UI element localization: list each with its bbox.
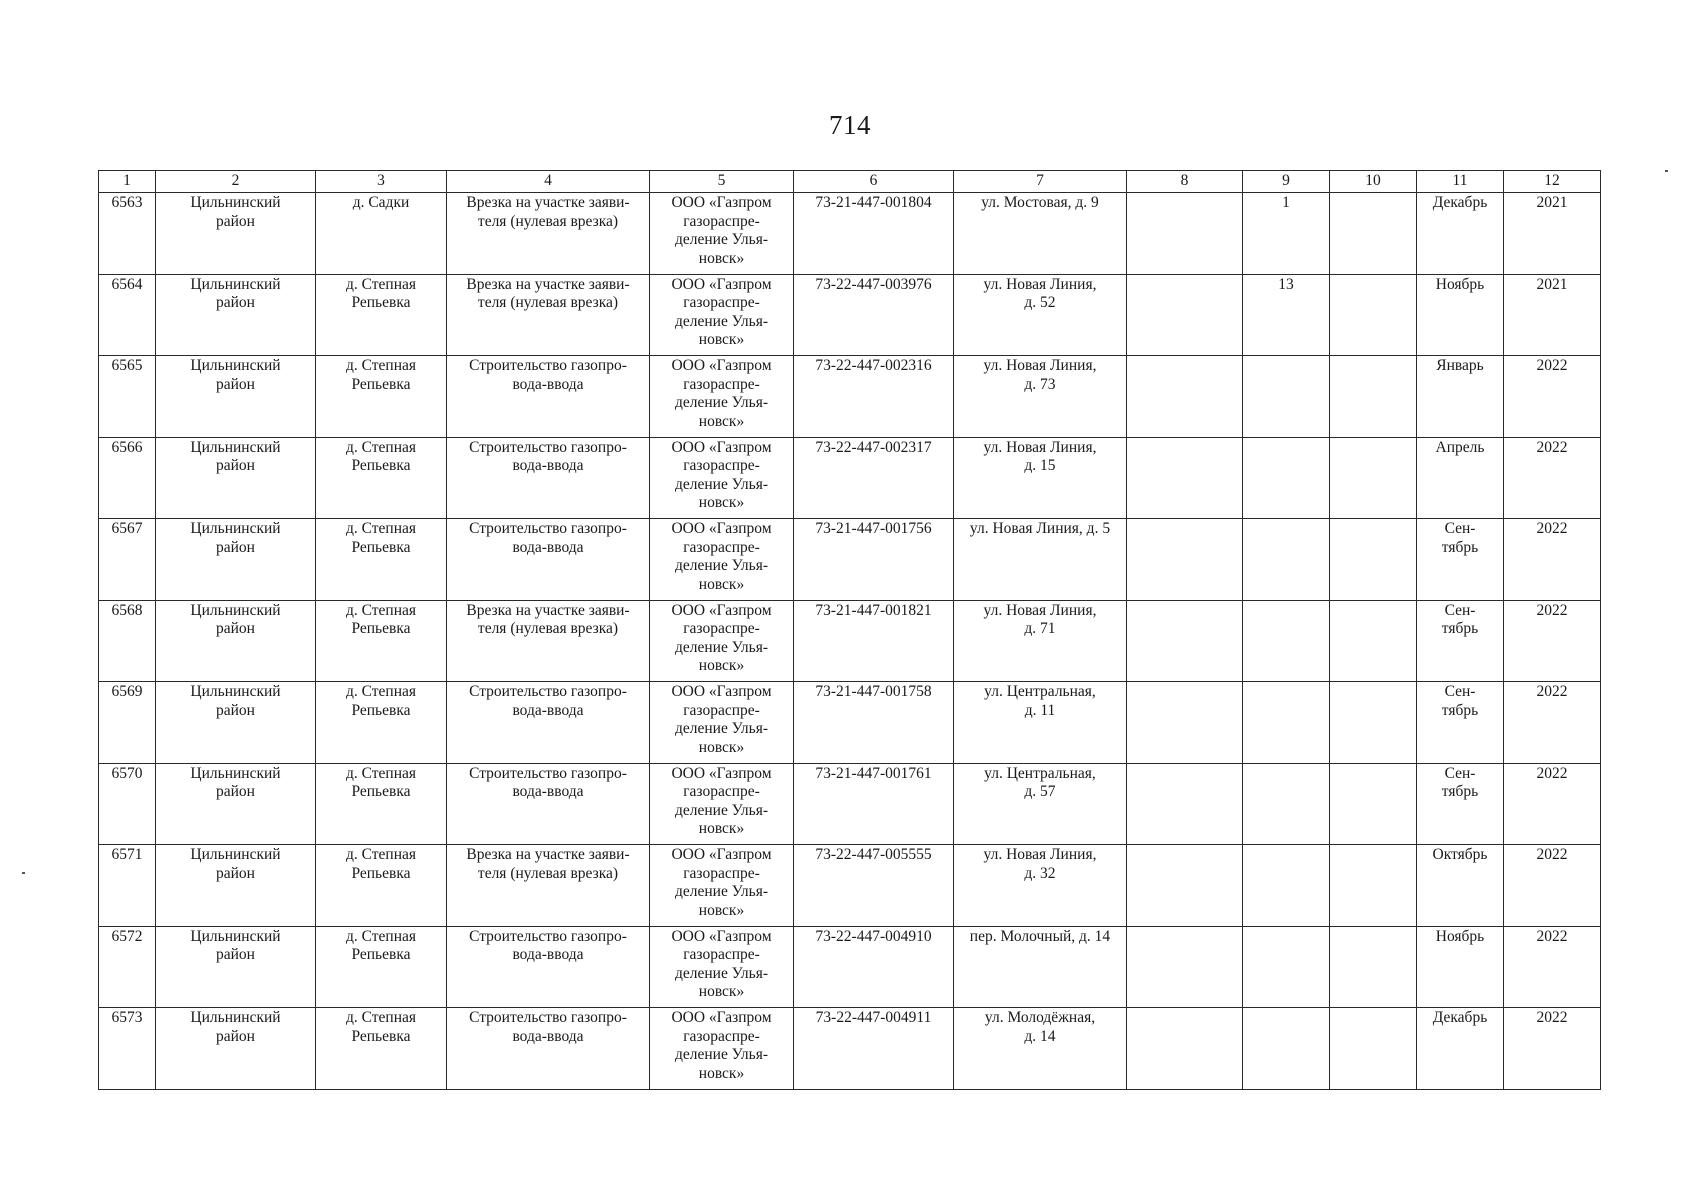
- cell-month: Сен- тябрь: [1417, 519, 1504, 601]
- cell-application-number: 73-21-447-001761: [794, 763, 954, 845]
- cell-district: Цильнинский район: [156, 519, 316, 601]
- cell-col-10: [1330, 193, 1417, 275]
- cell-col-9: [1243, 845, 1330, 927]
- cell-record-number: 6563: [99, 193, 156, 275]
- cell-work-type: Строительство газопро- вода-ввода: [447, 1008, 650, 1090]
- cell-work-type: Строительство газопро- вода-ввода: [447, 437, 650, 519]
- cell-address: ул. Новая Линия, д. 71: [954, 600, 1127, 682]
- cell-settlement: д. Степная Репьевка: [316, 682, 447, 764]
- cell-work-type: Строительство газопро- вода-ввода: [447, 356, 650, 438]
- cell-district: Цильнинский район: [156, 926, 316, 1008]
- cell-organization: ООО «Газпром газораспре- деление Улья- новск»: [650, 437, 794, 519]
- cell-organization: ООО «Газпром газораспре- деление Улья- новск»: [650, 1008, 794, 1090]
- cell-address: ул. Мостовая, д. 9: [954, 193, 1127, 275]
- cell-organization: ООО «Газпром газораспре- деление Улья- новск»: [650, 926, 794, 1008]
- table-row: [99, 356, 1601, 438]
- cell-col-10: [1330, 356, 1417, 438]
- cell-month: Ноябрь: [1417, 274, 1504, 356]
- cell-organization: ООО «Газпром газораспре- деление Улья- новск»: [650, 763, 794, 845]
- cell-month: Декабрь: [1417, 1008, 1504, 1090]
- cell-organization: ООО «Газпром газораспре- деление Улья- новск»: [650, 274, 794, 356]
- cell-col-9: [1243, 437, 1330, 519]
- cell-address: ул. Молодёжная, д. 14: [954, 1008, 1127, 1090]
- register-table: [98, 170, 1601, 1090]
- scan-mark: [1665, 170, 1668, 172]
- cell-col-9: [1243, 356, 1330, 438]
- cell-district: Цильнинский район: [156, 600, 316, 682]
- cell-month: Сен- тябрь: [1417, 763, 1504, 845]
- table-row: [99, 274, 1601, 356]
- table-row: [99, 193, 1601, 275]
- column-header-6: 6: [794, 171, 954, 193]
- cell-organization: ООО «Газпром газораспре- деление Улья- новск»: [650, 519, 794, 601]
- cell-col-10: [1330, 600, 1417, 682]
- cell-year: 2022: [1504, 845, 1601, 927]
- cell-application-number: 73-21-447-001821: [794, 600, 954, 682]
- cell-application-number: 73-22-447-003976: [794, 274, 954, 356]
- cell-organization: ООО «Газпром газораспре- деление Улья- новск»: [650, 356, 794, 438]
- table-body: [99, 193, 1601, 1090]
- cell-organization: ООО «Газпром газораспре- деление Улья- новск»: [650, 193, 794, 275]
- cell-col-9: [1243, 519, 1330, 601]
- cell-settlement: д. Степная Репьевка: [316, 763, 447, 845]
- cell-col-10: [1330, 1008, 1417, 1090]
- cell-address: ул. Центральная, д. 11: [954, 682, 1127, 764]
- cell-col-8: [1127, 926, 1243, 1008]
- cell-record-number: 6564: [99, 274, 156, 356]
- cell-col-8: [1127, 845, 1243, 927]
- cell-application-number: 73-22-447-002316: [794, 356, 954, 438]
- cell-application-number: 73-22-447-005555: [794, 845, 954, 927]
- cell-address: ул. Центральная, д. 57: [954, 763, 1127, 845]
- cell-col-9: [1243, 1008, 1330, 1090]
- cell-col-8: [1127, 763, 1243, 845]
- cell-settlement: д. Степная Репьевка: [316, 600, 447, 682]
- column-header-11: 11: [1417, 171, 1504, 193]
- cell-district: Цильнинский район: [156, 193, 316, 275]
- cell-district: Цильнинский район: [156, 682, 316, 764]
- cell-district: Цильнинский район: [156, 274, 316, 356]
- cell-settlement: д. Степная Репьевка: [316, 519, 447, 601]
- column-header-9: 9: [1243, 171, 1330, 193]
- cell-month: Октябрь: [1417, 845, 1504, 927]
- cell-work-type: Строительство газопро- вода-ввода: [447, 763, 650, 845]
- cell-record-number: 6565: [99, 356, 156, 438]
- cell-col-8: [1127, 274, 1243, 356]
- cell-work-type: Врезка на участке заяви- теля (нулевая врезка): [447, 193, 650, 275]
- cell-address: ул. Новая Линия, д. 32: [954, 845, 1127, 927]
- column-header-3: 3: [316, 171, 447, 193]
- cell-work-type: Строительство газопро- вода-ввода: [447, 519, 650, 601]
- cell-year: 2022: [1504, 356, 1601, 438]
- column-header-7: 7: [954, 171, 1127, 193]
- cell-year: 2022: [1504, 1008, 1601, 1090]
- table-row: [99, 926, 1601, 1008]
- cell-address: ул. Новая Линия, д. 73: [954, 356, 1127, 438]
- cell-col-10: [1330, 274, 1417, 356]
- cell-settlement: д. Садки: [316, 193, 447, 275]
- cell-work-type: Врезка на участке заяви- теля (нулевая врезка): [447, 274, 650, 356]
- column-header-12: 12: [1504, 171, 1601, 193]
- column-header-8: 8: [1127, 171, 1243, 193]
- scan-mark: [22, 872, 25, 874]
- cell-settlement: д. Степная Репьевка: [316, 437, 447, 519]
- cell-col-10: [1330, 682, 1417, 764]
- cell-district: Цильнинский район: [156, 763, 316, 845]
- cell-col-10: [1330, 437, 1417, 519]
- table-row: [99, 1008, 1601, 1090]
- cell-address: пер. Молочный, д. 14: [954, 926, 1127, 1008]
- cell-record-number: 6566: [99, 437, 156, 519]
- cell-col-8: [1127, 600, 1243, 682]
- column-header-1: 1: [99, 171, 156, 193]
- cell-district: Цильнинский район: [156, 356, 316, 438]
- cell-col-9: [1243, 926, 1330, 1008]
- cell-district: Цильнинский район: [156, 437, 316, 519]
- cell-organization: ООО «Газпром газораспре- деление Улья- новск»: [650, 682, 794, 764]
- cell-settlement: д. Степная Репьевка: [316, 926, 447, 1008]
- cell-application-number: 73-22-447-004911: [794, 1008, 954, 1090]
- cell-address: ул. Новая Линия, д. 5: [954, 519, 1127, 601]
- cell-application-number: 73-22-447-002317: [794, 437, 954, 519]
- cell-record-number: 6572: [99, 926, 156, 1008]
- cell-settlement: д. Степная Репьевка: [316, 1008, 447, 1090]
- cell-col-8: [1127, 519, 1243, 601]
- cell-record-number: 6573: [99, 1008, 156, 1090]
- cell-col-8: [1127, 193, 1243, 275]
- cell-record-number: 6570: [99, 763, 156, 845]
- cell-work-type: Строительство газопро- вода-ввода: [447, 682, 650, 764]
- cell-month: Декабрь: [1417, 193, 1504, 275]
- cell-col-9: [1243, 600, 1330, 682]
- cell-col-10: [1330, 845, 1417, 927]
- cell-year: 2021: [1504, 274, 1601, 356]
- cell-year: 2022: [1504, 600, 1601, 682]
- cell-month: Сен- тябрь: [1417, 600, 1504, 682]
- cell-record-number: 6568: [99, 600, 156, 682]
- cell-address: ул. Новая Линия, д. 15: [954, 437, 1127, 519]
- cell-year: 2022: [1504, 763, 1601, 845]
- cell-month: Апрель: [1417, 437, 1504, 519]
- cell-district: Цильнинский район: [156, 845, 316, 927]
- column-header-5: 5: [650, 171, 794, 193]
- cell-application-number: 73-21-447-001758: [794, 682, 954, 764]
- cell-col-9: [1243, 682, 1330, 764]
- cell-year: 2022: [1504, 437, 1601, 519]
- cell-col-8: [1127, 682, 1243, 764]
- cell-address: ул. Новая Линия, д. 52: [954, 274, 1127, 356]
- table-row: [99, 519, 1601, 601]
- cell-col-10: [1330, 926, 1417, 1008]
- cell-organization: ООО «Газпром газораспре- деление Улья- новск»: [650, 845, 794, 927]
- cell-col-10: [1330, 519, 1417, 601]
- cell-col-9: 1: [1243, 193, 1330, 275]
- cell-work-type: Врезка на участке заяви- теля (нулевая врезка): [447, 845, 650, 927]
- cell-year: 2022: [1504, 682, 1601, 764]
- cell-year: 2022: [1504, 926, 1601, 1008]
- column-header-10: 10: [1330, 171, 1417, 193]
- cell-record-number: 6571: [99, 845, 156, 927]
- cell-settlement: д. Степная Репьевка: [316, 356, 447, 438]
- cell-col-8: [1127, 437, 1243, 519]
- cell-month: Ноябрь: [1417, 926, 1504, 1008]
- cell-month: Сен- тябрь: [1417, 682, 1504, 764]
- cell-col-9: 13: [1243, 274, 1330, 356]
- cell-application-number: 73-21-447-001804: [794, 193, 954, 275]
- table-row: [99, 437, 1601, 519]
- cell-work-type: Врезка на участке заяви- теля (нулевая врезка): [447, 600, 650, 682]
- cell-settlement: д. Степная Репьевка: [316, 274, 447, 356]
- cell-work-type: Строительство газопро- вода-ввода: [447, 926, 650, 1008]
- column-header-4: 4: [447, 171, 650, 193]
- cell-col-8: [1127, 1008, 1243, 1090]
- cell-organization: ООО «Газпром газораспре- деление Улья- новск»: [650, 600, 794, 682]
- table-row: [99, 682, 1601, 764]
- cell-record-number: 6569: [99, 682, 156, 764]
- column-header-2: 2: [156, 171, 316, 193]
- cell-settlement: д. Степная Репьевка: [316, 845, 447, 927]
- table-row: [99, 845, 1601, 927]
- cell-year: 2022: [1504, 519, 1601, 601]
- cell-application-number: 73-22-447-004910: [794, 926, 954, 1008]
- cell-application-number: 73-21-447-001756: [794, 519, 954, 601]
- cell-record-number: 6567: [99, 519, 156, 601]
- cell-col-8: [1127, 356, 1243, 438]
- cell-district: Цильнинский район: [156, 1008, 316, 1090]
- cell-year: 2021: [1504, 193, 1601, 275]
- cell-col-10: [1330, 763, 1417, 845]
- cell-col-9: [1243, 763, 1330, 845]
- table-row: [99, 600, 1601, 682]
- header-row: [99, 171, 1601, 193]
- page-number: 714: [829, 110, 871, 140]
- cell-month: Январь: [1417, 356, 1504, 438]
- table-row: [99, 763, 1601, 845]
